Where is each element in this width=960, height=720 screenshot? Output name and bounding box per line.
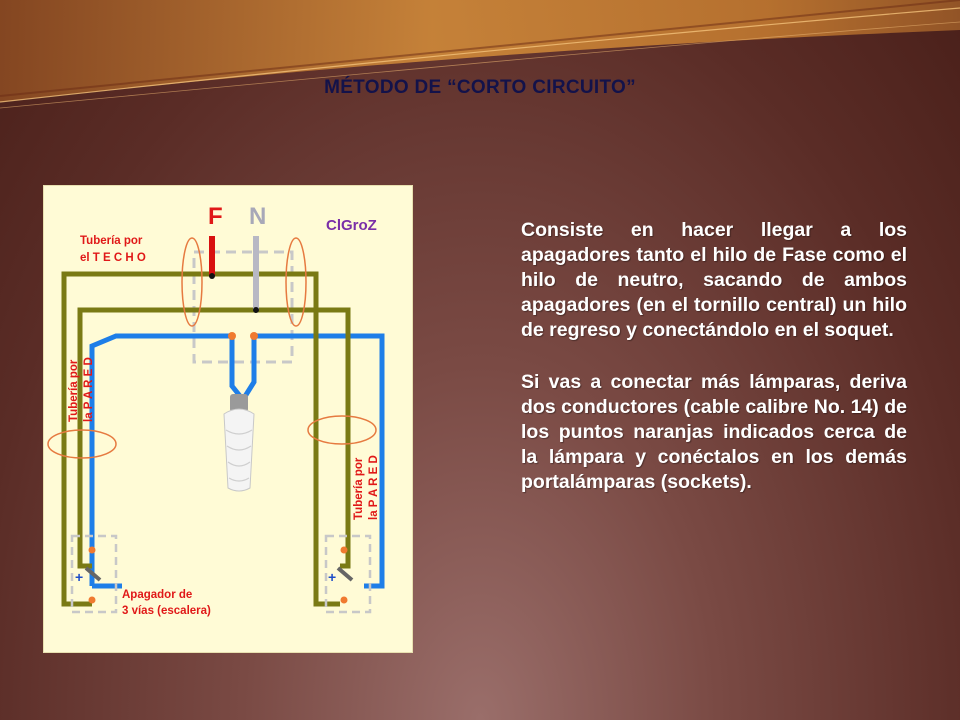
switch-left-bottom-dot bbox=[89, 597, 96, 604]
traveler-wire-4 bbox=[256, 310, 348, 566]
conduit-ellipse-2 bbox=[286, 238, 306, 326]
phase-splice-dot bbox=[209, 273, 215, 279]
orange-dot-left bbox=[228, 332, 236, 340]
conduit-ellipse-1 bbox=[182, 238, 202, 326]
ceiling-label-line1: Tubería por bbox=[80, 235, 143, 247]
brand-logo: ClGroZ bbox=[326, 217, 377, 234]
plus-sign-left: + bbox=[75, 569, 84, 585]
switch-right-top-dot bbox=[341, 547, 348, 554]
ceiling-label-line2: el T E C H O bbox=[80, 252, 146, 264]
header-decoration bbox=[0, 0, 960, 130]
orange-dot-right bbox=[250, 332, 258, 340]
phase-label: F bbox=[208, 203, 223, 230]
neutral-splice-dot bbox=[253, 307, 259, 313]
wall-label-right-line2: la P A R E D bbox=[368, 455, 380, 520]
cfl-bulb-icon bbox=[224, 394, 254, 491]
junction-box bbox=[194, 252, 292, 362]
wiring-diagram bbox=[44, 186, 412, 652]
wall-label-right-line1: Tubería por bbox=[353, 457, 365, 520]
circuit-illustration bbox=[44, 186, 412, 652]
switch-left-top-dot bbox=[89, 547, 96, 554]
paragraph-2: Si vas a conectar más lámparas, deriva dos conductores (cable calibre No. 14) de los puntos naranjas indicados cerca de la lámpara y conéctalos en los demás portalámparas (sockets). bbox=[521, 371, 907, 493]
lamp-wire-b bbox=[244, 336, 254, 398]
plus-sign-right: + bbox=[328, 569, 337, 585]
switch-right-bottom-dot bbox=[341, 597, 348, 604]
lamp-wire-a bbox=[232, 336, 240, 396]
traveler-wire-1 bbox=[64, 274, 212, 604]
switch-label-line1: Apagador de bbox=[122, 589, 193, 601]
return-wire-left bbox=[92, 336, 232, 586]
wall-label-left-line2: la P A R E D bbox=[83, 357, 95, 422]
paragraph-1: Consiste en hacer llegar a los apagadores tanto el hilo de Fase como el hilo de neutro, sacando de ambos apagadores (en el tornillo central) un hilo de regreso y conectándolo en el soquet. bbox=[521, 219, 907, 341]
body-text bbox=[521, 218, 907, 522]
switch-label-line2: 3 vías (escalera) bbox=[122, 605, 211, 617]
wall-label-left-line1: Tubería por bbox=[68, 359, 80, 422]
neutral-label: N bbox=[249, 203, 267, 230]
slide-title: MÉTODO DE “CORTO CIRCUITO” bbox=[324, 77, 636, 98]
switch-lever-right-icon bbox=[338, 568, 352, 580]
